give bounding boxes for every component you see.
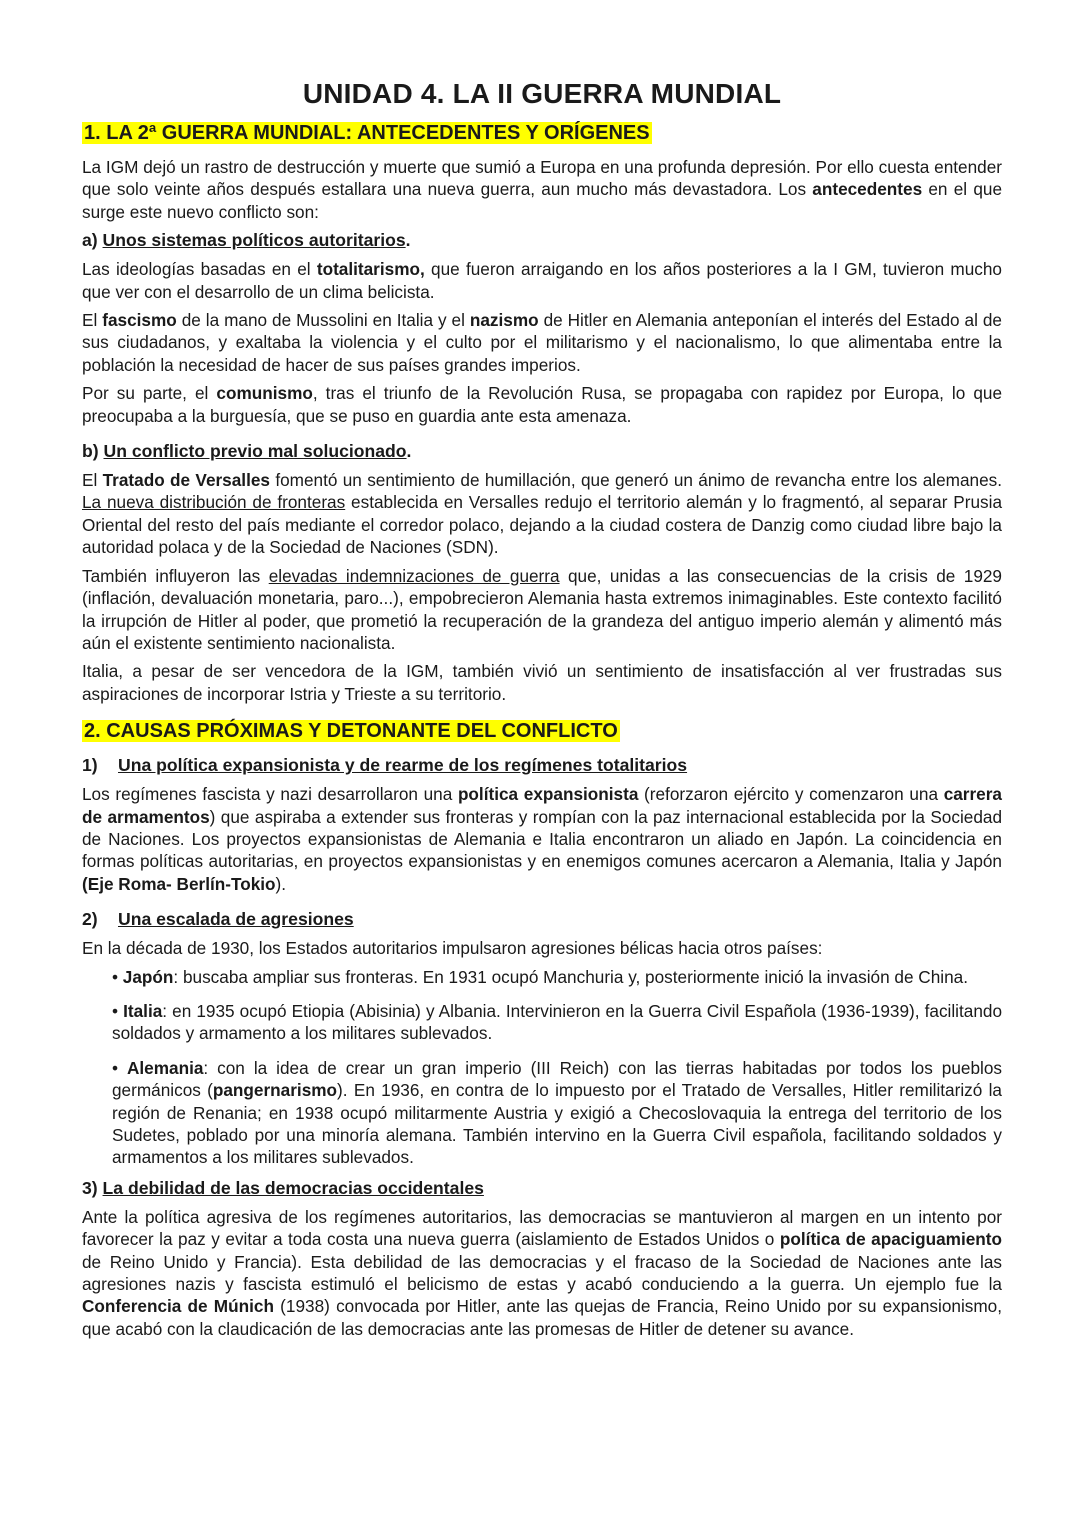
section-1-heading: [82, 120, 1002, 146]
paragraph-totalitarismo: Las ideologías basadas en el totalitarismo, que fueron arraigando en los años posteriores a la I GM, tuvieron mucho que ver con el desarrollo de un clima belicista.: [82, 259, 1002, 302]
subheading-3: 3) La debilidad de las democracias occidentales: [82, 1177, 484, 1198]
paragraph-democracias: Ante la política agresiva de los regímenes autoritarios, las democracias se mantuvieron al margen en un intento por favorecer la paz y evitar a toda costa una nueva guerra (aislamiento de Estados Unidos o política de apaciguamiento de Reino Unido y Francia). Esta debilidad de las democracias y el fracaso de la Sociedad de Naciones ante las agresiones nazis y fascista estimuló el belicismo de estas y acabó conduciendo a la guerra. Un ejemplo fue la Conferencia de Múnich (1938) convocada por Hitler, ante las quejas de Francia, Reino Unido por su expansionismo, que acabó con la claudicación de las democracias ante las promesas de Hitler de detener su avance.: [82, 1206, 1003, 1339]
paragraph-italia: Italia, a pesar de ser vencedora de la IGM, también vivió un sentimiento de insatisfacción al ver frustradas sus aspiraciones de incorporar Istria y Trieste a su territorio.: [82, 661, 1002, 704]
list-item-italia: • Italia: en 1935 ocupó Etiopia (Abisinia) y Albania. Intervinieron en la Guerra Civil Española (1936-1939), facilitando soldados y armamento a los militares sublevados.: [112, 1000, 1002, 1044]
document-page: [82, 76, 1002, 1346]
paragraph-versalles: El Tratado de Versalles fomentó un sentimiento de humillación, que generó un ánimo de revancha entre los alemanes. La nueva distribución de fronteras establecida en Versalles redujo el territorio alemán y lo fragmentó, al separar Prusia Oriental del resto del país mediante el corredor polaco, dejando a la ciudad costera de Danzig como ciudad libre bajo la autoridad polaca y de la Sociedad de Naciones (SDN).: [82, 470, 1003, 558]
section-2-heading-highlight: 2. CAUSAS PRÓXIMAS Y DETONANTE DEL CONFLICTO: [84, 720, 618, 743]
page-title: UNIDAD 4. LA II GUERRA MUNDIAL: [302, 78, 782, 109]
section-1-heading-highlight: 1. LA 2ª GUERRA MUNDIAL: ANTECEDENTES Y ORÍGENES: [84, 122, 650, 144]
subheading-2: 2) Una escalada de agresiones: [82, 909, 354, 930]
paragraph-indemnizaciones: También influyeron las elevadas indemnizaciones de guerra que, unidas a las consecuencias de la crisis de 1929 (inflación, devaluación monetaria, paro...), empobrecieron Alemania hasta extremos inimaginables. Este contexto facilitó la irrupción de Hitler al poder, que prometió la recuperación de la grandeza del antiguo imperio alemán y alimentó más aún el existente sentimiento nacionalista.: [82, 565, 1002, 653]
subheading-a: a) Unos sistemas políticos autoritarios.: [82, 230, 411, 251]
paragraph-fascismo-nazismo: El fascismo de la mano de Mussolini en Italia y el nazismo de Hitler en Alemania anteponían el interés del Estado al de sus ciudadanos, y exaltaba la violencia y el culto por el militarismo y el nacionalismo, lo que alimentaba entre la población la necesidad de hacer de sus países grandes imperios.: [82, 310, 1002, 375]
section-1-intro: La IGM dejó un rastro de destrucción y muerte que sumió a Europa en una profunda depresión. Por ello cuesta entender que solo veinte años después estallara una nueva guerra, aun mucho más devastadora. Los antecedentes en el que surge este nuevo conflicto son:: [82, 157, 1002, 222]
paragraph-expansionismo: Los regímenes fascista y nazi desarrollaron una política expansionista (reforzaron ejército y comenzaron una carrera de armamentos) que aspiraba a extender sus fronteras y rompían con la paz internacional establecida por la Sociedad de Naciones. Los proyectos expansionistas de Alemania e Italia encontraron un aliado en Japón. La coincidencia en formas políticas autoritarias, en proyectos expansionistas y en enemigos comunes acercaron a Alemania, Italia y Japón (Eje Roma- Berlín-Tokio).: [82, 784, 1002, 894]
subheading-1: 1) Una política expansionista y de rearme de los regímenes totalitarios: [82, 755, 688, 776]
list-item-japon: • Japón: buscaba ampliar sus fronteras. En 1931 ocupó Manchuria y, posteriormente inició la invasión de China.: [112, 966, 968, 987]
paragraph-agresiones: En la década de 1930, los Estados autoritarios impulsaron agresiones bélicas hacia otros países:: [82, 938, 823, 959]
subheading-b: b) Un conflicto previo mal solucionado.: [82, 441, 412, 462]
section-2-heading: [82, 718, 1002, 744]
list-item-alemania: • Alemania: con la idea de crear un gran imperio (III Reich) con las tierras habitadas por todos los pueblos germánicos (pangernarismo). En 1936, en contra de lo impuesto por el Tratado de Versalles, Hitler remilitarizó la región de Renania; en 1938 ocupó militarmente Austria y exigió a Checoslovaquia la entrega del territorio de los Sudetes, poblado por una minoría alemana. También intervino en la Guerra Civil española, facilitando soldados y armamentos a los militares sublevados.: [112, 1057, 1002, 1168]
paragraph-comunismo: Por su parte, el comunismo, tras el triunfo de la Revolución Rusa, se propagaba con rapidez por Europa, lo que preocupaba a la burguesía, que se puso en guardia ante esta amenaza.: [82, 383, 1003, 426]
